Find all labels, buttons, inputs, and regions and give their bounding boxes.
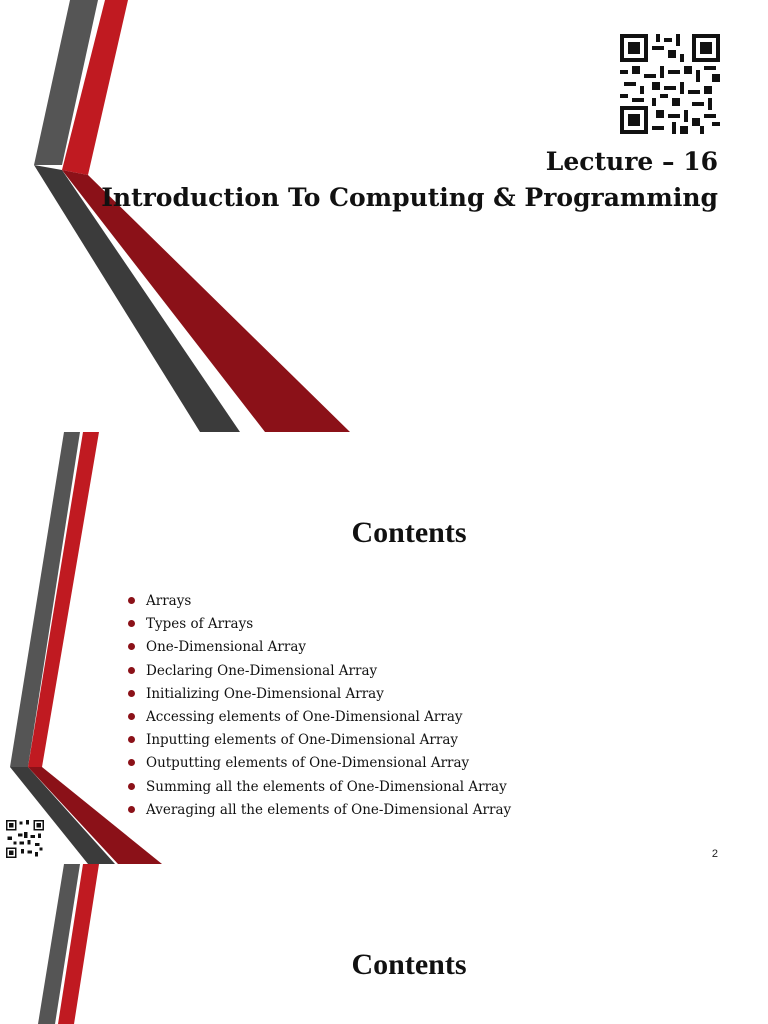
bullet-icon	[128, 667, 135, 674]
list-item: Summing all the elements of One-Dimensional Array	[128, 776, 511, 799]
bullet-icon	[128, 736, 135, 743]
bullet-icon	[128, 643, 135, 650]
page-number: 2	[711, 848, 718, 860]
course-title: Introduction To Computing & Programming	[101, 183, 718, 212]
list-item: Accessing elements of One-Dimensional Array	[128, 706, 511, 729]
bullet-icon	[128, 620, 135, 627]
list-item: Initializing One-Dimensional Array	[128, 683, 511, 706]
contents-heading: Contents	[351, 948, 467, 981]
decorative-stripes	[0, 864, 768, 1024]
bullet-icon	[128, 759, 135, 766]
contents-list	[128, 590, 511, 822]
contents-heading: Contents	[351, 516, 467, 549]
list-item: Arrays	[128, 590, 511, 613]
list-item: Outputting elements of One-Dimensional Array	[128, 752, 511, 775]
bullet-icon	[128, 783, 135, 790]
list-item: Declaring One-Dimensional Array	[128, 660, 511, 683]
lecture-number: Lecture – 16	[545, 147, 718, 176]
bullet-icon	[128, 690, 135, 697]
slide-title	[101, 144, 718, 216]
qr-code-icon	[6, 820, 44, 858]
contents-slide-partial	[0, 864, 768, 1024]
list-item: One-Dimensional Array	[128, 636, 511, 659]
title-slide	[0, 0, 768, 432]
qr-code-icon	[620, 34, 720, 134]
bullet-icon	[128, 713, 135, 720]
bullet-icon	[128, 597, 135, 604]
list-item: Types of Arrays	[128, 613, 511, 636]
list-item: Inputting elements of One-Dimensional Array	[128, 729, 511, 752]
bullet-icon	[128, 806, 135, 813]
contents-slide	[0, 432, 768, 864]
list-item: Averaging all the elements of One-Dimensional Array	[128, 799, 511, 822]
